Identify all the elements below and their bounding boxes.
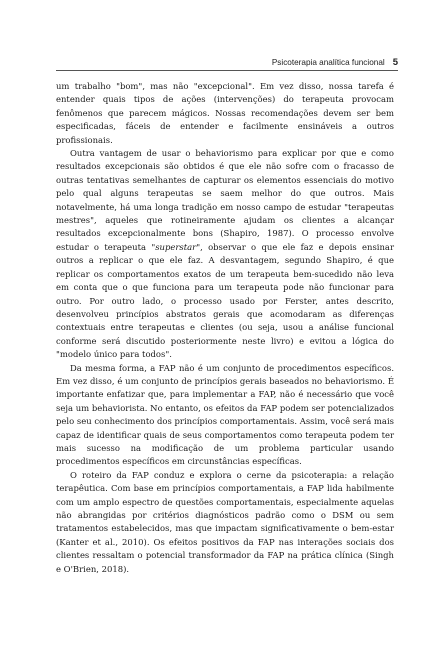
- paragraph-2-part-1: Outra vantagem de usar o behaviorismo para explicar por que e como resultados excepcionais são obtidos é que ele não sofre com o fracasso de outras tentativas semelhantes de capturar os elementos essenciais do motivo pelo qual alguns terapeutas se saem melhor do que outros. Mais notavelmente, há uma longa tradição em nosso campo de estudar "terapeutas mestres", aqueles que rotineiramente ajudam os clientes a alcançar resultados excepcionalmente bons (Shapiro, 1987). O processo envolve estudar o terapeuta ": [56, 148, 394, 252]
- paragraph-3: Da mesma forma, a FAP não é um conjunto de procedimentos específicos. Em vez disso, é um conjunto de princípios gerais baseados no behaviorismo. É importante enfatizar que, para implementar a FAP, não é necessário que você seja um behaviorista. No entanto, os efeitos da FAP podem ser potencializados pelo seu conhecimento dos princípios comportamentais. Assim, você será mais capaz de identificar quais de seus comportamentos como terapeuta podem ter mais sucesso na modificação de um problema particular usando procedimentos específicos em circunstâncias específicas.: [56, 362, 394, 467]
- paragraph-2-italic-term: superstar: [155, 241, 197, 252]
- running-title: Psicoterapia analítica funcional: [271, 58, 385, 67]
- body-text: [56, 80, 394, 576]
- running-header: [56, 54, 398, 71]
- paragraph-2: [56, 147, 394, 362]
- page-number: 5: [392, 57, 398, 68]
- paragraph-2-part-2: ", observar o que ele faz e depois ensinar outros a replicar o que ele faz. A desvantagem, segundo Shapiro, é que replicar os comportamentos exatos de um terapeuta bem-sucedido não leva em conta que o que funciona para um terapeuta pode não funcionar para outro. Por outro lado, o processo usado por Ferster, antes descrito, desenvolveu princípios abstratos gerais que acomodaram as diferenças contextuais entre terapeutas e clientes (ou seja, usou a análise funcional conforme será discutido posteriormente neste livro) e evitou a lógica do "modelo único para todos".: [56, 241, 394, 360]
- paragraph-4: O roteiro da FAP conduz e explora o cerne da psicoterapia: a relação terapêutica. Com base em princípios comportamentais, a FAP lida habilmente com um amplo espectro de questões comportamentais, especialmente aquelas não abrangidas por critérios diagnósticos padrão como o DSM ou sem tratamentos estabelecidos, mas que impactam significativamente o bem-estar (Kanter et al., 2010). Os efeitos positivos da FAP nas interações sociais dos clientes ressaltam o potencial transformador da FAP na prática clínica (Singh e O'Brien, 2018).: [56, 469, 394, 574]
- paragraph-1: um trabalho "bom", mas não "excepcional". Em vez disso, nossa tarefa é entender quais tipos de ações (intervenções) do terapeuta provocam fenômenos que parecem mágicos. Nossas recomendações devem ser bem especificadas, fáceis de entender e facilmente ensináveis a outros profissionais.: [56, 81, 394, 145]
